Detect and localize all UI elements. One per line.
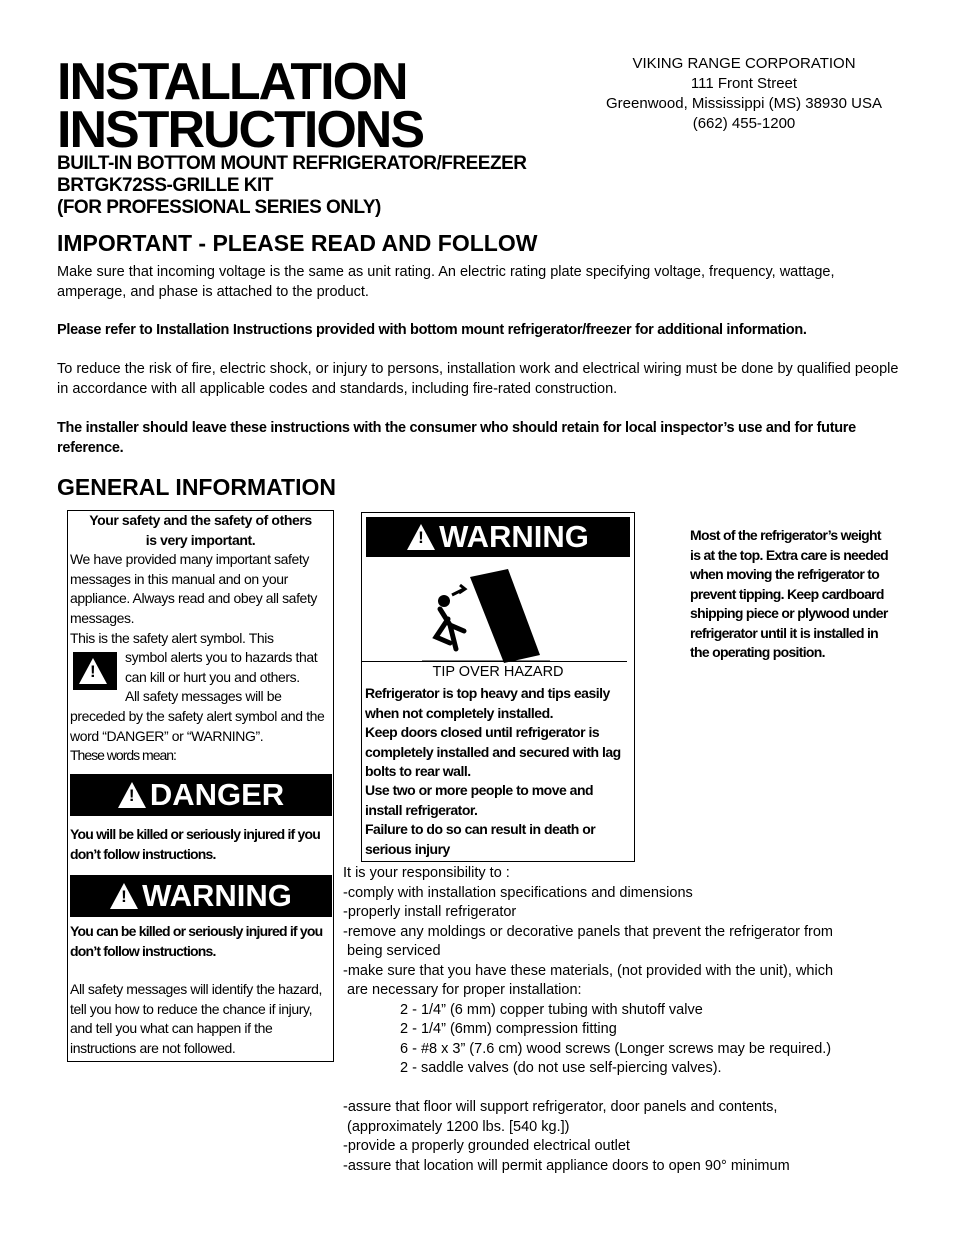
safety-box-symbol-line-2: symbol alerts you to hazards that (125, 649, 318, 665)
responsibility-line: -make sure that you have these materials, (not provided with the unit), which (343, 963, 834, 979)
danger-alert-icon: ! (118, 782, 146, 808)
safety-box-title-2: is very important. (145, 532, 256, 548)
responsibility-line: are necessary for proper installation: (343, 982, 582, 998)
warning-text: You can be killed or seriously injured if you don’t follow instructions. (70, 923, 323, 959)
tip-over-warning-box (361, 512, 635, 862)
material-item: 6 - #8 x 3” (7.6 cm) wood screws (Longer screws may be required.) (400, 1041, 832, 1057)
tip-over-line-4: Failure to do so can result in death or serious injury (365, 821, 596, 857)
tip-over-alert-icon: ! (407, 524, 435, 550)
tip-over-line-2: Keep doors closed until refrigerator is completely installed and secured with lag bolts to rear wall. (365, 724, 621, 779)
material-item: 2 - 1/4” (6mm) compression fitting (400, 1021, 617, 1037)
important-paragraph-4: The installer should leave these instructions with the consumer who should retain for local inspector’s use and for future reference. (57, 420, 856, 456)
warning-word: WARNING (142, 878, 292, 913)
tip-over-signal-word: WARNING (439, 519, 589, 554)
title-line-2: INSTRUCTIONS (57, 101, 423, 159)
safety-box-symbol-line-3: can kill or hurt you and others. (125, 669, 300, 685)
company-phone: (662) 455-1200 (692, 115, 796, 132)
tip-over-illustration-icon (412, 559, 552, 663)
tip-over-hazard-title: TIP OVER HAZARD (432, 664, 564, 680)
safety-box-symbol-line-4: All safety messages will be (125, 688, 282, 704)
material-item: 2 - saddle valves (do not use self-piercing valves). (400, 1060, 722, 1076)
material-item: 2 - 1/4” (6 mm) copper tubing with shutoff valve (400, 1002, 703, 1018)
tip-over-line-3: Use two or more people to move and install refrigerator. (365, 782, 594, 818)
important-paragraph-3: To reduce the risk of fire, electric shock, or injury to persons, installation work and electrical wiring must be done by qualified people in accordance with all applicable codes and standards, including fire-rated construction. (57, 361, 899, 397)
responsibility-line: -properly install refrigerator (343, 904, 517, 920)
important-paragraph-1: Make sure that incoming voltage is the same as unit rating. An electric rating plate specifying voltage, frequency, wattage, amperage, and phase is attached to the product. (57, 264, 835, 300)
safety-box-closing: All safety messages will identify the hazard, tell you how to reduce the chance if injury, and tell you what can happen if the instructions are not followed. (70, 981, 323, 1056)
safety-alert-symbol (73, 652, 117, 690)
responsibility-line: -comply with installation specifications and dimensions (343, 885, 693, 901)
side-note: Most of the refrigerator’s weight is at the top. Extra care is needed when moving the refrigerator to prevent tipping. Keep cardboard shipping piece or plywood under refrigerator until it is installed in the operating position. (690, 527, 889, 660)
responsibility-line: (approximately 1200 lbs. [540 kg.]) (343, 1119, 570, 1135)
danger-signal-bar (70, 774, 332, 816)
safety-info-box (67, 510, 334, 1062)
important-heading: IMPORTANT - PLEASE READ AND FOLLOW (57, 230, 538, 256)
danger-word: DANGER (149, 777, 285, 812)
safety-box-symbol-lead: This is the safety alert symbol. This (70, 630, 274, 646)
safety-box-after-symbol: preceded by the safety alert symbol and the word “DANGER” or “WARNING”. (70, 708, 325, 744)
company-street: 111 Front Street (690, 75, 798, 92)
responsibility-line: -assure that floor will support refrigerator, door panels and contents, (343, 1099, 778, 1115)
subtitle-line-3: (FOR PROFESSIONAL SERIES ONLY) (57, 197, 381, 218)
subtitle-line-1: BUILT-IN BOTTOM MOUNT REFRIGERATOR/FREEZER (57, 153, 527, 174)
illustration-divider (362, 661, 627, 662)
safety-box-intro: We have provided many important safety messages in this manual and on your appliance. Always read and obey all safety messages. (70, 551, 318, 626)
company-name: VIKING RANGE CORPORATION (632, 55, 856, 72)
warning-alert-icon: ! (110, 883, 138, 909)
company-city: Greenwood, Mississippi (MS) 38930 USA (606, 95, 882, 112)
safety-box-these-words: These words mean: (70, 747, 176, 763)
general-heading: GENERAL INFORMATION (57, 474, 336, 500)
responsibility-line: being serviced (343, 943, 441, 959)
responsibility-intro: It is your responsibility to : (343, 865, 510, 881)
title-line-1: INSTALLATION (57, 53, 407, 111)
danger-text: You will be killed or seriously injured if you don’t follow instructions. (70, 826, 320, 862)
warning-signal-bar (70, 875, 332, 917)
subtitle-line-2: BRTGK72SS-GRILLE KIT (57, 175, 273, 196)
safety-box-title-1: Your safety and the safety of others (89, 512, 312, 528)
alert-triangle-icon: ! (79, 658, 107, 684)
tip-over-signal-bar (366, 517, 630, 557)
company-address (594, 54, 894, 134)
important-paragraph-2: Please refer to Installation Instructions provided with bottom mount refrigerator/freezer for additional information. (57, 322, 807, 338)
responsibility-line: -assure that location will permit appliance doors to open 90° minimum (343, 1158, 790, 1174)
tip-over-line-1: Refrigerator is top heavy and tips easily when not completely installed. (365, 685, 610, 721)
responsibility-line: -provide a properly grounded electrical outlet (343, 1138, 630, 1154)
responsibility-line: -remove any moldings or decorative panels that prevent the refrigerator from (343, 924, 834, 940)
